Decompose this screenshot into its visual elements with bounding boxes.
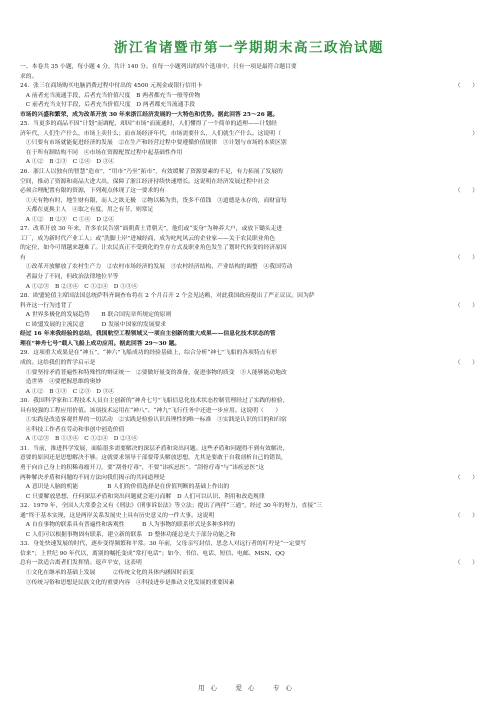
line-text: ①改革开放解放了农村生产力 ②农村市场经济的发展 ③农村经济结构、产业结构的调整 ④我国劳动	[20, 264, 293, 271]
answer-parens: （ ）	[454, 83, 478, 90]
line-text: 通”终于基本实现，这是两岸关系发展史上具有历史意义的一件大事。这说明	[20, 512, 215, 519]
line-text: A 自在事物的联系具有普遍性和客观性 B 人为事物的联系形式是多种多样的	[20, 522, 236, 529]
line-text: A ①②③ B ①③④ C ①②④ D ②③④	[20, 436, 138, 443]
line-text: 27．改革开放 30 年来，许多农民告别“面朝黄土背朝天”，他们或“变身”为种养大户，或放下锄头走进	[20, 226, 283, 233]
line-text: ①实践是改造客观世界的一切活动 ②实践是检验认识真理性的唯一标准 ③实践是认识的目的和归宿	[20, 417, 287, 424]
text-line	[20, 168, 478, 178]
answer-parens: ）	[472, 130, 478, 137]
text-line	[20, 559, 478, 569]
line-text: C 只要解放思想，任何深层矛盾和突出问题就会迎刃而解 D 人们可以认识、利用和改造规律	[20, 493, 265, 500]
text-line	[20, 474, 478, 484]
line-text: 28．欧盟轮值主席国法国总统萨科齐调查布将在 2 个月召开 2 个会见达赖，对此我国政府提出了严正议议。因为萨	[20, 293, 315, 300]
text-line	[20, 445, 478, 455]
text-line	[20, 82, 478, 92]
line-text: A ①② B ②③ C ①④ D ②④	[20, 216, 115, 223]
line-text: 30．我国科学家和工程技术人员自主创新的“神舟七号”飞船信息化技术状态控制管理经过了实践的检验，	[20, 398, 289, 405]
text-line	[20, 101, 478, 111]
document-page	[20, 10, 478, 588]
line-text: 29．这项重大成果是在“神五”、“神六”飞船成功的经验基础上，综合分析“神七”飞船的各项特点有形	[20, 350, 278, 357]
text-line	[20, 235, 478, 245]
text-line	[20, 397, 478, 407]
text-line	[20, 426, 478, 436]
text-line	[20, 531, 478, 541]
text-line	[20, 435, 478, 445]
line-text: 经过 16 年来我经验的总结，我国航空工程领域又一项自主创新的重大成果——信息化技术状态的管	[20, 331, 276, 338]
text-line	[20, 63, 478, 73]
line-text: C 人们可以根据事物固有联系，建立新的联系 D 整体功能总是大于部分功能之和	[20, 531, 236, 538]
text-line	[20, 493, 478, 503]
line-text: A 世界多极化的发展趋势 B 联合国宪章所规定的原则	[20, 312, 172, 319]
line-text: 的定位，如今可谓越来越难了。让农民真正不受到化的生存方式及职业角色发生了划时代转变的经济原因	[20, 245, 287, 252]
text-line	[20, 130, 478, 140]
line-text: 在于所有制结构不同 ④市场在资源配置过程中起基础性作用	[20, 149, 183, 156]
line-text: A 意识是人脑的机能 B 人们的价值选择是在价值判断的基础上作出的	[20, 484, 230, 491]
line-text: 空间，推动了资源和商品大进大出，保障了浙江经济持续快速增长。这说明在经济发展过程中社会	[20, 178, 270, 185]
line-text: 天都在更换主人 ④取之有度，用之有节，则常足	[20, 207, 154, 214]
text-line	[20, 378, 478, 388]
answer-parens: （ ）	[454, 188, 478, 195]
text-line	[20, 550, 478, 560]
line-text: 工厂，成为新时代产业工人；或“洗脚上岸”进城经商，成为叱咤风云的企业家——关于农民职业角色	[20, 235, 276, 242]
line-text: 济年代，人们生产什么，市场上卖什么；而市场经济年代，市场需要什么，人们就生产什么。这说明（	[20, 130, 281, 137]
line-text: ①要坚持矛盾普遍性和特殊性的辩证统一 ②要做好量变的准备，促进事物的质变 ③人能够能动地改	[20, 369, 287, 376]
line-text: 33．身处快速发展的时代，逐步变得频繁和平常。30 年前，父母亲写封信，思念人对远行者的叮咛是“一定要写	[20, 541, 307, 548]
line-text: 25．当更多的商品不因“计划”而调配，却因“市场”而流通时，人们懂得了一个简单的道理——计划经	[20, 121, 277, 128]
line-text: 两种解决矛盾和问题的不同方法向我们揭示的共同道理是	[20, 474, 165, 481]
text-line	[20, 120, 478, 130]
answer-parens: （ ）	[454, 560, 478, 567]
line-text: 者温分了不同，但政治法律地位平等	[20, 274, 119, 281]
text-line	[20, 540, 478, 550]
text-line	[20, 158, 478, 168]
line-text: 31．当前，推进科学发展，面临很多需要解决的深层矛盾和突出问题。这些矛盾和问题得不到有效解决，	[20, 445, 289, 452]
text-line	[20, 302, 478, 312]
line-text: ④科技工作者在劳动和事创中创造价值	[20, 426, 125, 433]
text-line	[20, 521, 478, 531]
text-line	[20, 254, 478, 264]
text-line	[20, 73, 478, 83]
text-line	[20, 197, 478, 207]
text-line	[20, 454, 478, 464]
line-text: ①文化在继承的基础上发展 ②传统文化的具体内涵因时而变	[20, 569, 194, 576]
text-line	[20, 388, 478, 398]
line-text: 意要的原因还是思想解决不够。这就要求领导干部要带头解放思想，尤其是要敢于自我剖析自己的错误，	[20, 455, 287, 462]
line-text: 求的。	[20, 73, 38, 80]
text-line	[20, 206, 478, 216]
line-text: 成的。这给我们的哲学启示是	[20, 359, 96, 366]
line-text: A ①② B ②③ C ②④ D ③④	[20, 159, 115, 166]
text-line	[20, 407, 478, 417]
text-line	[20, 349, 478, 359]
text-line	[20, 283, 478, 293]
text-line	[20, 187, 478, 197]
text-line	[20, 149, 478, 159]
line-text: A ①② B ①③ C ②③ D ③④	[20, 388, 115, 395]
text-line	[20, 178, 478, 188]
line-text: 一、本卷共 35 小题，每小题 4 分，共计 140 分。在每一小题列出的四个选项中，只有一项是最符合题目要	[20, 64, 297, 70]
text-line	[20, 244, 478, 254]
text-line	[20, 512, 478, 522]
text-line	[20, 483, 478, 493]
answer-parens: （ ）	[454, 302, 478, 309]
text-line	[20, 263, 478, 273]
question-body	[20, 63, 478, 588]
line-text: ③传统习俗和思想是民族文化的重要内容 ④科技进步是推动文化发展的重要因素	[20, 579, 235, 586]
text-line	[20, 359, 478, 369]
line-text: C 欧盟发展的主流民意 D 发展中国家的发展要求	[20, 321, 167, 328]
text-line	[20, 369, 478, 379]
text-line	[20, 502, 478, 512]
answer-parens: （ ）	[454, 254, 478, 261]
line-text: 信来”；上世纪 90 年代以，离别的嘱托变成“常打电话”；如今，书信、电话、短信、电邮、MSN、QQ	[20, 550, 285, 557]
line-text: 26．浙江人以独有的智慧“造市”，“用市”乃至“拓市”，有效缓解了资源要素的不足，有力拓展了发展的	[20, 169, 283, 176]
line-text: A ①②③ B ②③④ C ①②④ D ①③④	[20, 283, 138, 290]
line-text: 32．1979 年，全国人大常委会又有《刑法》《刑事诉讼法》等立法；提出了两伴“三通”，经过 30 年的努力，直接“三	[20, 503, 322, 510]
text-line	[20, 216, 478, 226]
line-text: 具有较强的工程应用价值。该项技术运用在“神八”、“神九”飞行任务中还进一步应用。这说明（ ）	[20, 407, 282, 414]
text-line	[20, 92, 478, 102]
text-line	[20, 292, 478, 302]
answer-parens: （ ）	[454, 359, 478, 366]
text-line	[20, 111, 478, 121]
text-line	[20, 321, 478, 331]
line-text: 科齐这一行为违背了	[20, 302, 73, 309]
line-text: 勇于向自己身上的积稀毒瘤开刀，要“刮骨疗毒”，不要“讳疾忌医”。“刮骨疗毒”与“讳疾忌医”这	[20, 464, 264, 471]
line-text: ①只要有市场就能促进经济的发展 ②在生产和经营过程中要遵循价值规律 ③计划与市场的本质区别	[20, 140, 287, 147]
line-text: 市场的兴盛和繁荣，成为改革开放 30 年来浙江经济发展的一大特色和优势。据此回答 25～26 题。	[20, 111, 279, 118]
line-text: 理在“神舟七号”载人飞船上成功应用。据此回答 29～30 题。	[20, 340, 181, 347]
line-text: 总有一款适合离者们发挥情。退声平安，这表明	[20, 560, 142, 567]
text-line	[20, 311, 478, 321]
page-footer: 用心 爱心 专心	[198, 684, 298, 692]
answer-parens: （ ）	[454, 512, 478, 519]
line-text: ①天有物有时，地生财有限，而人之欲无极 ②物以稀为贵，货多不值钱 ③道德是永存的，而财富每	[20, 197, 287, 204]
text-line	[20, 416, 478, 426]
page-title: 浙江省诸暨市第一学期期末高三政治试题	[114, 40, 384, 56]
line-text: 24．张三在商场购买电脑消费过程中付出的 4500 元现金或银行信用卡	[20, 83, 203, 90]
line-text: A 前者充当流通手段，后者充当价值尺度 B 两者都充当一般等价物	[20, 92, 201, 99]
text-line	[20, 225, 478, 235]
line-text: C 前者充当支付手段，后者充当价值尺度 D 两者都充当流通手段	[20, 102, 196, 109]
line-text: 造世界 ④要把握思维的奥妙	[20, 379, 102, 386]
text-line	[20, 273, 478, 283]
line-text: 有	[20, 254, 26, 261]
text-line	[20, 579, 478, 589]
text-line	[20, 139, 478, 149]
text-line	[20, 330, 478, 340]
line-text: 必须合理配置有限的资源，下列观点体现了这一要求的有	[20, 188, 165, 195]
text-line	[20, 464, 478, 474]
text-line	[20, 569, 478, 579]
answer-parens: （ ）	[454, 474, 478, 481]
text-line	[20, 340, 478, 350]
